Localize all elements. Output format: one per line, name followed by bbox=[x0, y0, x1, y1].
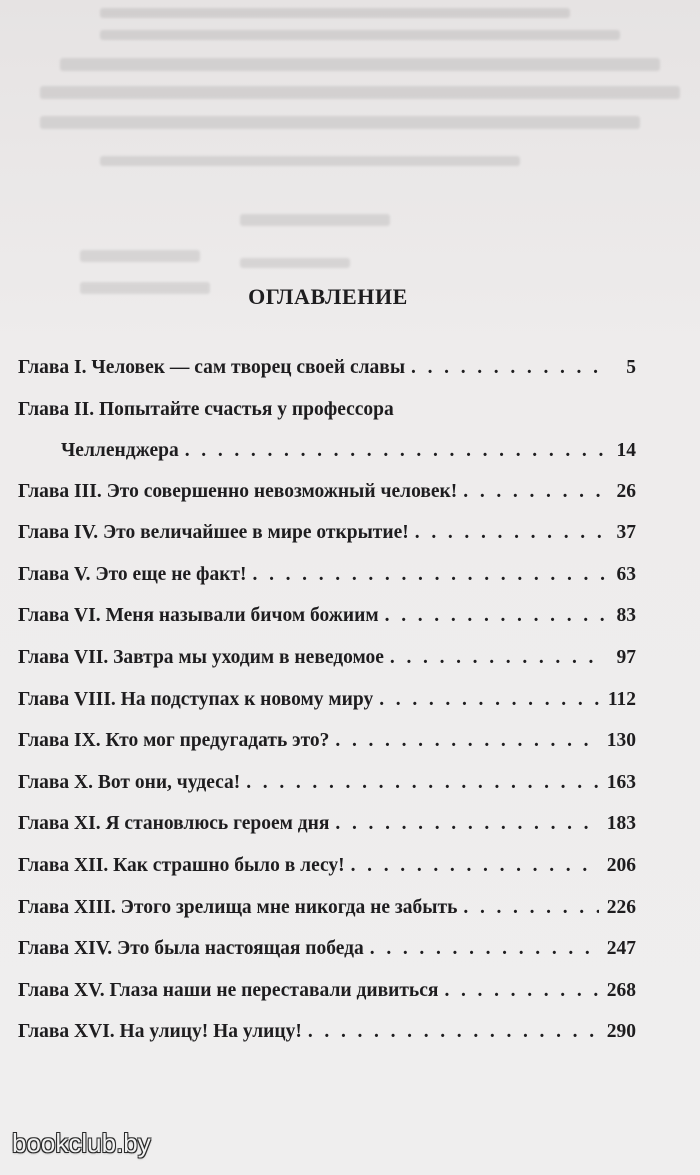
toc-entry-line bbox=[18, 398, 636, 422]
chapter-title: Глава VI. Меня называли бичом божиим bbox=[18, 605, 379, 627]
toc-entry bbox=[18, 356, 636, 398]
toc-entry bbox=[18, 771, 636, 813]
toc-entry-line bbox=[18, 854, 636, 878]
page-number: 206 bbox=[606, 854, 636, 876]
page-number: 290 bbox=[606, 1021, 636, 1043]
toc-entry-line bbox=[18, 979, 636, 1003]
page-number: 226 bbox=[606, 896, 636, 918]
dot-leader bbox=[335, 812, 598, 836]
dot-leader bbox=[444, 979, 598, 1003]
page-number: 130 bbox=[606, 730, 636, 752]
dot-leader bbox=[411, 356, 606, 380]
page-number: 97 bbox=[616, 646, 636, 668]
dot-leader bbox=[379, 688, 600, 712]
page-number: 112 bbox=[607, 688, 636, 710]
toc-entry bbox=[18, 398, 636, 480]
page-number: 14 bbox=[616, 439, 636, 461]
chapter-title: Глава VII. Завтра мы уходим в неведомое bbox=[18, 646, 384, 668]
chapter-title: Глава XVI. На улицу! На улицу! bbox=[18, 1021, 302, 1043]
chapter-title: Глава XIII. Этого зрелища мне никогда не забыть bbox=[18, 896, 458, 918]
toc-entry-line bbox=[18, 480, 636, 504]
dot-leader bbox=[370, 937, 599, 961]
chapter-title: Глава IX. Кто мог предугадать это? bbox=[18, 730, 330, 752]
chapter-title: Глава XI. Я становлюсь героем дня bbox=[18, 813, 330, 835]
page-number: 268 bbox=[606, 979, 636, 1001]
toc-entry-line bbox=[18, 937, 636, 961]
chapter-title: Глава III. Это совершенно невозможный человек! bbox=[18, 480, 458, 502]
chapter-title: Глава XV. Глаза наши не переставали дивиться bbox=[18, 979, 439, 1001]
page-number: 183 bbox=[606, 813, 636, 835]
chapter-title: Глава XIV. Это была настоящая победа bbox=[18, 938, 364, 960]
dot-leader bbox=[463, 896, 598, 920]
page-number: 83 bbox=[616, 605, 636, 627]
chapter-title: Глава I. Человек — сам творец своей славы bbox=[18, 357, 406, 378]
chapter-title: Глава II. Попытайте счастья у профессора bbox=[18, 398, 394, 420]
toc-entry-line bbox=[18, 646, 636, 670]
page-title: ОГЛАВЛЕНИЕ bbox=[248, 284, 408, 309]
page-number: 247 bbox=[606, 938, 636, 960]
toc-entry bbox=[18, 480, 636, 522]
chapter-title: Глава X. Вот они, чудеса! bbox=[18, 771, 241, 793]
toc-entry-line bbox=[18, 896, 636, 920]
toc-entry-line bbox=[18, 356, 636, 380]
page-number: 5 bbox=[626, 357, 636, 378]
dot-leader bbox=[253, 563, 606, 587]
toc-entry-line bbox=[18, 688, 636, 712]
page-number: 63 bbox=[616, 563, 636, 585]
toc-entry-line bbox=[18, 563, 636, 587]
toc-entry-line bbox=[18, 521, 636, 545]
chapter-title-continued: Челленджера bbox=[61, 439, 179, 461]
toc-entry bbox=[18, 646, 636, 688]
toc-entry-line bbox=[18, 604, 636, 628]
page-number: 37 bbox=[616, 522, 636, 544]
toc-entry bbox=[18, 521, 636, 563]
reverse-side-bleed-through bbox=[40, 0, 680, 330]
toc-entry bbox=[18, 604, 636, 646]
dot-leader bbox=[463, 480, 606, 504]
dot-leader bbox=[308, 1020, 599, 1044]
dot-leader bbox=[246, 771, 599, 795]
chapter-title: Глава VIII. На подступах к новому миру bbox=[18, 688, 374, 710]
toc-entry bbox=[18, 854, 636, 896]
toc-entry bbox=[18, 729, 636, 771]
dot-leader bbox=[415, 521, 606, 545]
table-of-contents bbox=[18, 356, 636, 1062]
dot-leader bbox=[385, 604, 606, 628]
chapter-title: Глава V. Это еще не факт! bbox=[18, 563, 247, 585]
toc-entry bbox=[18, 1020, 636, 1062]
site-watermark: bookclub.by bbox=[12, 1128, 151, 1158]
toc-entry bbox=[18, 896, 636, 938]
dot-leader bbox=[335, 729, 598, 753]
page-number: 163 bbox=[606, 771, 636, 793]
toc-entry-line bbox=[18, 1020, 636, 1044]
dot-leader bbox=[185, 439, 606, 463]
toc-entry bbox=[18, 688, 636, 730]
toc-entry bbox=[18, 812, 636, 854]
toc-entry bbox=[18, 563, 636, 605]
toc-entry-line-continued bbox=[18, 439, 636, 463]
toc-entry bbox=[18, 937, 636, 979]
toc-entry-line bbox=[18, 771, 636, 795]
toc-entry bbox=[18, 979, 636, 1021]
dot-leader bbox=[390, 646, 606, 670]
toc-entry-line bbox=[18, 812, 636, 836]
dot-leader bbox=[351, 854, 599, 878]
page-number: 26 bbox=[616, 480, 636, 502]
toc-entry-line bbox=[18, 729, 636, 753]
chapter-title: Глава XII. Как страшно было в лесу! bbox=[18, 854, 345, 876]
chapter-title: Глава IV. Это величайшее в мире открытие! bbox=[18, 522, 409, 544]
